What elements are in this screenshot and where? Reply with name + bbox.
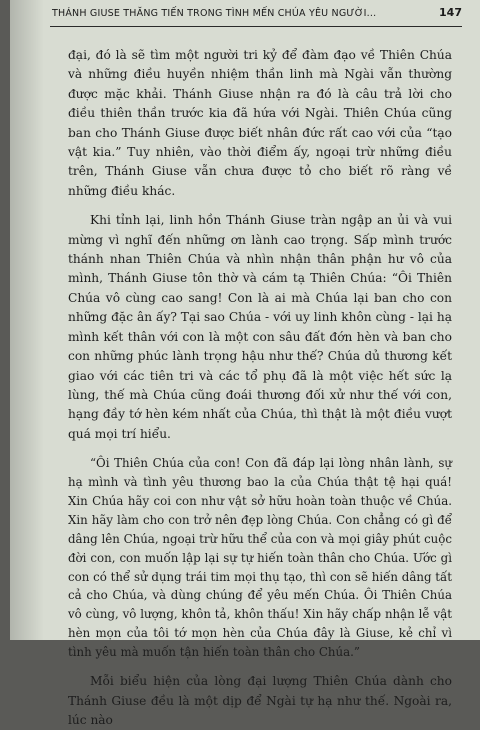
running-header-title: THÁNH GIUSE THĂNG TIẾN TRONG TÌNH MẾN CHÚA YÊU NGƯỜI...	[52, 8, 377, 19]
paragraph-2: Khi tỉnh lại, linh hồn Thánh Giuse tràn ngập an ủi và vui mừng vì nghĩ đến những ơn lành cao trọng. Sấp mình trước thánh nhan Thiên Chúa và nhìn nhận thân phận hư vô của mình, Thánh Giuse tôn thờ và cám tạ Thiên Chúa: “Ôi Thiên Chúa vô cùng cao sang! Con là ai mà Chúa lại ban cho con những đặc ân ấy? Tại sao Chúa - với uy linh khôn cùng - lại hạ mình kết thân với con là một con sâu đất đớn hèn và ban cho con những phúc lành trọng hậu như thế? Chúa dủ thương kết giao với các tiên tri và các tổ phụ đã là một việc hết sức lạ lùng, thế mà Chúa cũng đoái thương đối xử như thế với con, hạng đầy tớ hèn kém nhất của Chúa, thì thật là một điều vượt quá mọi trí hiểu.	[68, 213, 452, 441]
paragraph-1: đại, đó là sẽ tìm một người tri kỷ để đàm đạo về Thiên Chúa và những điều huyền nhiệm thần linh mà Ngài vẫn thường được mặc khải. Thánh Giuse nhận ra đó là câu trả lời cho điều thiên thần trước kia đã hứa với Ngài. Thiên Chúa cũng ban cho Thánh Giuse được biết nhân đức rất cao với của “tạo vật kia.” Tuy nhiên, vào thời điểm ấy, ngoại trừ những điều trên, Thánh Giuse vẫn chưa được tỏ cho biết rõ ràng về những điều khác.	[68, 48, 452, 198]
prayer-quote: “Ôi Thiên Chúa của con! Con đã đáp lại lòng nhân lành, sự hạ mình và tình yêu thương bao la của Chúa thật tệ hại quá! Xin Chúa hãy coi con như vật sở hữu hoàn toàn thuộc về Chúa. Xin hãy làm cho con trở nên đẹp lòng Chúa. Con chẳng có gì để dâng lên Chúa, ngoại trừ hữu thể của con và mọi giây phút cuộc đời con, con muốn lập lại sự tự hiến toàn thân cho Chúa. Ước gì con có thể sử dụng trái tim mọi thụ tạo, thì con sẽ hiến dâng tất cả cho Chúa, và dùng chúng để yêu mến Chúa. Ôi Thiên Chúa vô cùng, vô lượng, khôn tả, khôn thấu! Xin hãy chấp nhận lễ vật hèn mọn của tôi tớ mọn hèn của Chúa đây là Giuse, kẻ chỉ vì tình yêu mà muốn tận hiến toàn thân cho Chúa.”	[68, 456, 452, 660]
page-number: 147	[439, 6, 462, 19]
book-page	[10, 0, 480, 727]
paragraph-4: Mỗi biểu hiện của lòng đại lượng Thiên Chúa dành cho Thánh Giuse đều là một dịp để Ngài tự hạ như thế. Ngoài ra, lúc nào	[68, 674, 452, 727]
running-header	[50, 4, 462, 27]
body-text	[68, 46, 452, 730]
page-gutter-shadow	[10, 0, 44, 640]
